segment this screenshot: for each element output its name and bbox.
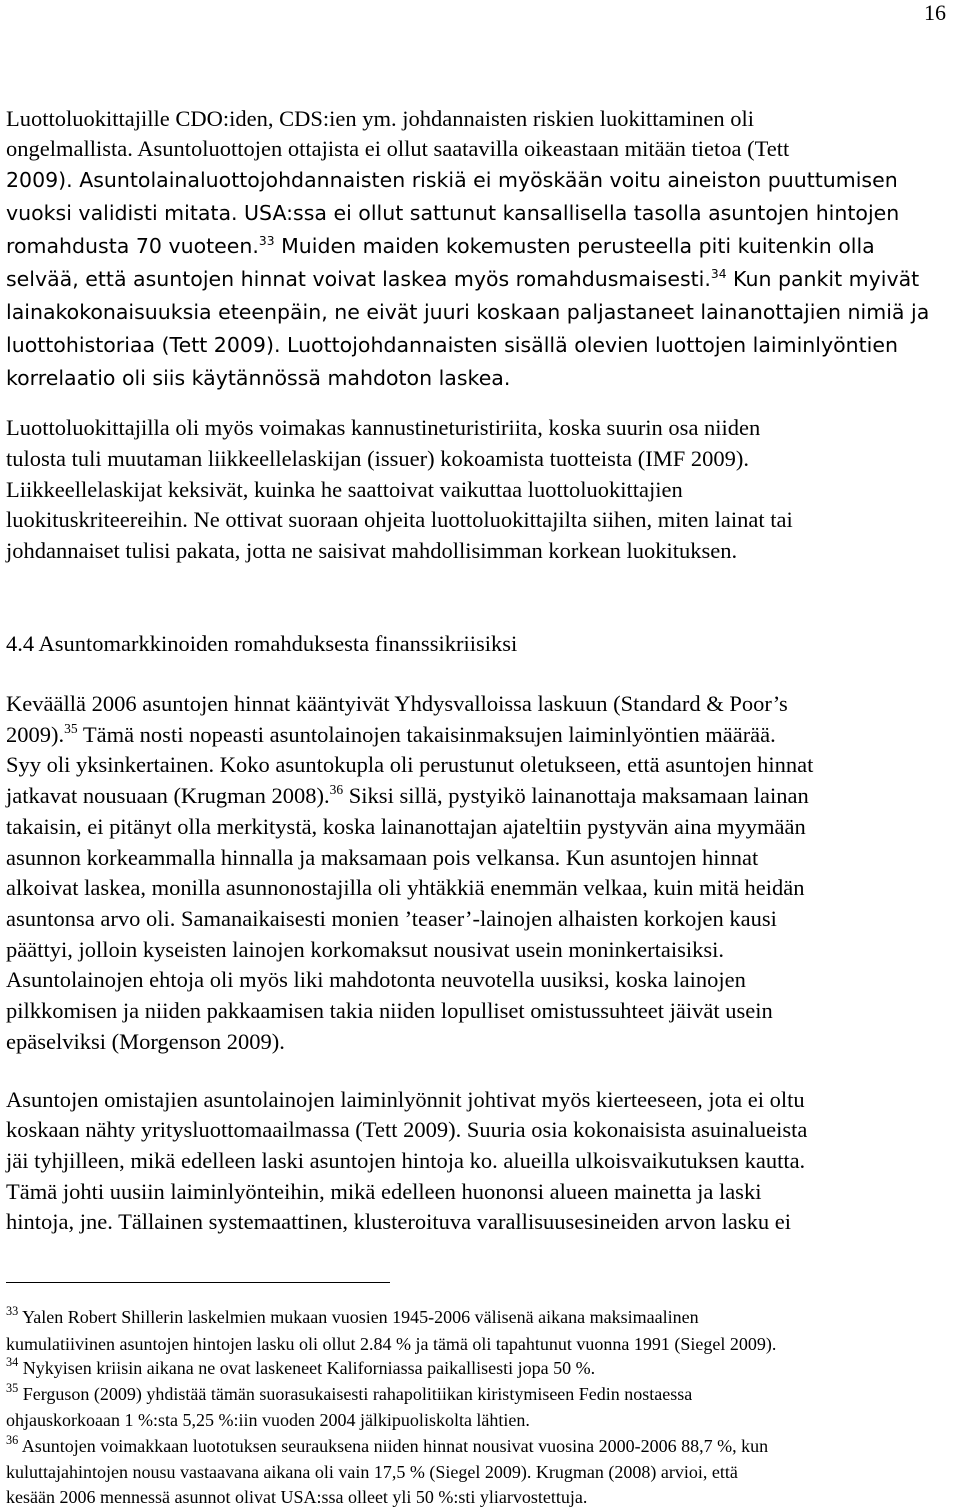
- text-line: asunnon korkeammalla hinnalla ja maksamaan pois velkansa. Kun asuntojen hinnat: [6, 845, 759, 870]
- footnote-33: [6, 1305, 699, 1329]
- text-line: Tämä johti uusiin laiminlyönteihin, mikä edelleen huononsi alueen mainetta ja laski: [6, 1179, 762, 1204]
- footnote-ref-34[interactable]: 34: [710, 267, 727, 282]
- footnote-line: kuluttajahintojen nousu vastaavana aikana oli vain 17,5 % (Siegel 2009). Krugman (2008) arvioi, että: [6, 1462, 738, 1482]
- text-line: asuntonsa arvo oli. Samanaikaisesti monien ’teaser’-lainojen alhaisten korkojen kausi: [6, 906, 777, 931]
- text-span: 2009).: [6, 722, 65, 747]
- section-heading: 4.4 Asuntomarkkinoiden romahduksesta finanssikriisiksi: [6, 631, 518, 656]
- text-line: epäselviksi (Morgenson 2009).: [6, 1029, 285, 1054]
- text-line: luottohistoriaa (Tett 2009). Luottojohdannaisten sisällä olevien luottojen laiminlyöntien: [6, 333, 898, 357]
- text-span: Siksi sillä, pystyikö lainanottaja maksamaan lainan: [343, 783, 809, 808]
- footnote-text: Yalen Robert Shillerin laskelmien mukaan vuosien 1945-2006 välisenä aikana maksimaalinen: [18, 1307, 699, 1327]
- text-line: lainakokonaisuuksia eteenpäin, ne eivät juuri koskaan paljastaneet lainanottajien nimiä ja: [6, 300, 930, 324]
- footnote-number: 33: [6, 1304, 19, 1319]
- text-line: luokituskriteereihin. Ne ottivat suoraan ohjeita luottoluokittajilta siihen, miten lainat tai: [6, 507, 793, 532]
- text-line: [6, 781, 809, 811]
- text-line: takaisin, ei pitänyt olla merkitystä, koska lainanottajan ajateltiin pystyvän aina myymään: [6, 814, 806, 839]
- text-line: 2009). Asuntolainaluottojohdannaisten riskiä ei myöskään voitu aineiston puuttumisen: [6, 168, 898, 192]
- text-line: alkoivat laskea, monilla asunnonostajilla oli yhtäkkiä enemmän velkaa, kuin mitä heidän: [6, 875, 805, 900]
- footnote-number: 36: [6, 1433, 19, 1448]
- footnote-line: ohjauskorkoaan 1 %:sta 5,25 %:iin vuoden 2004 jälkipuoliskolta lähtien.: [6, 1410, 530, 1430]
- text-line: Syy oli yksinkertainen. Koko asuntokupla oli perustunut oletukseen, että asuntojen hinnat: [6, 752, 814, 777]
- text-line: päättyi, jolloin kyseisten lainojen korkomaksut nousivat usein moninkertaisiksi.: [6, 937, 725, 962]
- text-line: vuoksi validisti mitata. USA:ssa ei ollut sattunut kansallisella tasolla asuntojen hintojen: [6, 201, 900, 225]
- footnote-34: [6, 1356, 595, 1380]
- text-span: Muiden maiden kokemusten perusteella piti kuitenkin olla: [274, 234, 875, 258]
- footnote-ref-33[interactable]: 33: [258, 234, 275, 249]
- text-span: Tämä nosti nopeasti asuntolainojen takaisinmaksujen laiminlyöntien määrää.: [77, 722, 776, 747]
- footnote-number: 35: [6, 1381, 19, 1396]
- footnote-separator: [6, 1282, 390, 1283]
- text-line: korrelaatio oli siis käytännössä mahdoton laskea.: [6, 366, 511, 390]
- footnote-text: Ferguson (2009) yhdistää tämän suorasukaisesti rahapolitiikan kiristymiseen Fedin nostaessa: [18, 1384, 693, 1404]
- footnote-line: kesään 2006 mennessä asunnot olivat USA:ssa olleet yli 50 %:sti yliarvostettuja.: [6, 1487, 588, 1507]
- text-line: Luottoluokittajilla oli myös voimakas kannustineturistiriita, koska suurin osa niiden: [6, 415, 761, 440]
- text-line: Keväällä 2006 asuntojen hinnat kääntyivät Yhdysvalloissa laskuun (Standard & Poor’s: [6, 691, 788, 716]
- footnote-text: Nykyisen kriisin aikana ne ovat laskeneet Kaliforniassa paikallisesti jopa 50 %.: [18, 1358, 596, 1378]
- text-line: hintoja, jne. Tällainen systemaattinen, klusteroituva varallisuusesineiden arvon lasku ei: [6, 1209, 792, 1234]
- footnote-text: Asuntojen voimakkaan luototuksen seurauksena niiden hinnat nousivat vuosina 2000-2006 88,7 %, kun: [18, 1436, 769, 1456]
- text-line: jäi tyhjilleen, mikä edelleen laski asuntojen hintoja ko. alueilla ulkoisvaikutuksen kautta.: [6, 1148, 806, 1173]
- footnote-ref-36[interactable]: 36: [329, 782, 344, 798]
- text-line: koskaan nähty yritysluottomaailmassa (Tett 2009). Suuria osia kokonaisista asuinalueista: [6, 1117, 808, 1142]
- text-span: romahdusta 70 vuoteen.: [6, 234, 259, 258]
- text-line: Liikkeellelaskijat keksivät, kuinka he saattoivat vaikuttaa luottoluokittajien: [6, 477, 683, 502]
- page-number: 16: [924, 0, 946, 25]
- footnote-36: [6, 1434, 768, 1458]
- text-line: Asuntojen omistajien asuntolainojen laiminlyönnit johtivat myös kierteeseen, jota ei oltu: [6, 1087, 805, 1112]
- text-line: [6, 231, 875, 261]
- text-line: Luottoluokittajille CDO:iden, CDS:ien ym. johdannaisten riskien luokittaminen oli: [6, 106, 755, 131]
- text-line: pilkkomisen ja niiden pakkaamisen takia niiden lopulliset omistussuhteet jäivät usein: [6, 998, 773, 1023]
- text-span: jatkavat nousuaan (Krugman 2008).: [6, 783, 330, 808]
- footnote-35: [6, 1382, 692, 1406]
- text-line: johdannaiset tulisi pakata, jotta ne saisivat mahdollisimman korkean luokituksen.: [6, 538, 738, 563]
- text-span: selvää, että asuntojen hinnat voivat laskea myös romahdusmaisesti.: [6, 267, 711, 291]
- text-span: Kun pankit myivät: [726, 267, 920, 291]
- footnote-line: kumulatiivinen asuntojen hintojen lasku oli ollut 2.84 % ja tämä oli tapahtunut vuonna 1991 (Siegel 2009).: [6, 1334, 777, 1354]
- footnote-ref-35[interactable]: 35: [64, 721, 78, 737]
- text-line: Asuntolainojen ehtoja oli myös liki mahdotonta neuvotella uusiksi, koska lainojen: [6, 967, 746, 992]
- text-line: tulosta tuli muutaman liikkeellelaskijan (issuer) kokoamista tuotteista (IMF 2009).: [6, 446, 749, 471]
- text-line: ongelmallista. Asuntoluottojen ottajista ei ollut saatavilla oikeastaan mitään tietoa (Tett: [6, 136, 790, 161]
- text-line: [6, 720, 776, 750]
- footnote-number: 34: [6, 1355, 19, 1370]
- text-line: [6, 264, 919, 294]
